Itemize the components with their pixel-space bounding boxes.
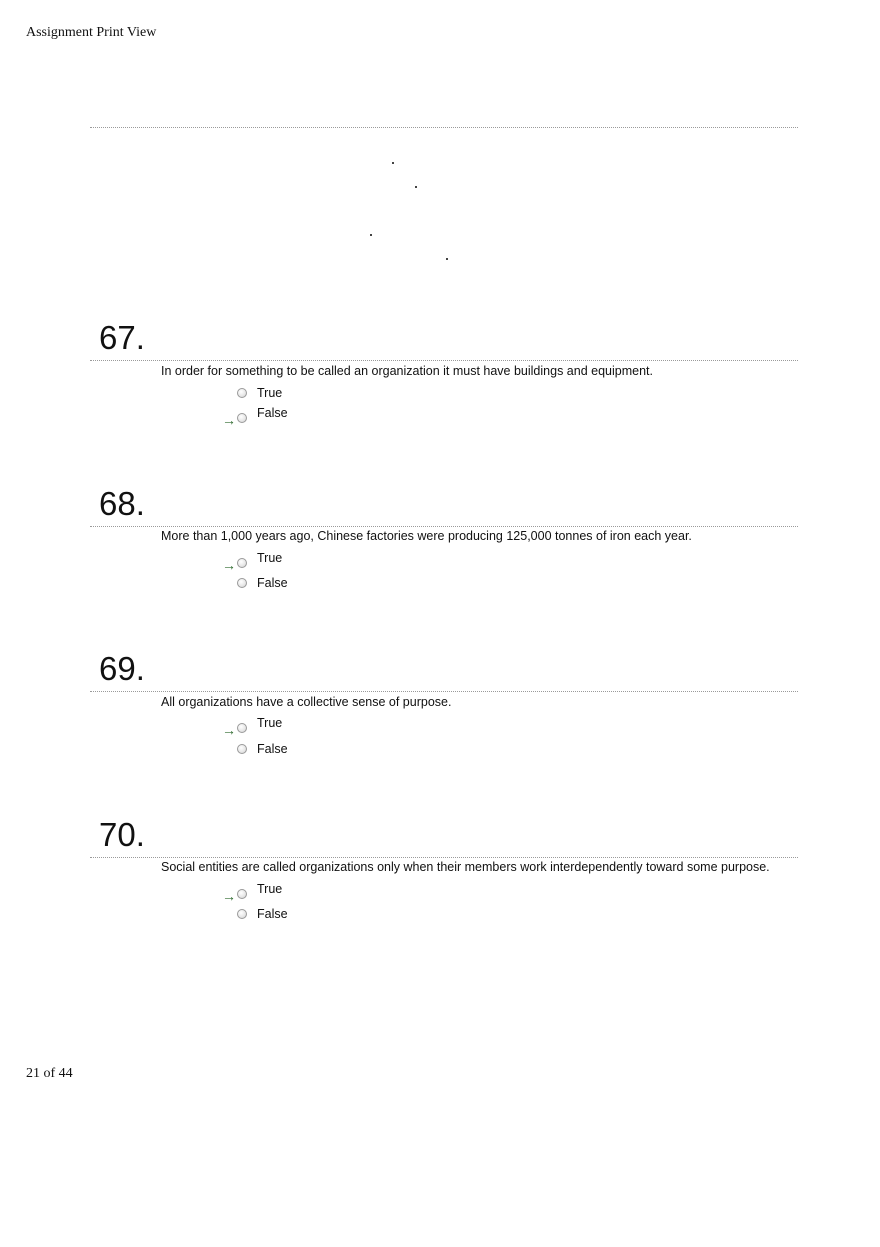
option-false[interactable] bbox=[222, 742, 342, 760]
option-false[interactable] bbox=[222, 406, 342, 428]
option-label: False bbox=[257, 576, 288, 590]
stray-dot bbox=[392, 162, 394, 164]
radio-button-icon[interactable] bbox=[237, 723, 247, 733]
question-number: 70. bbox=[99, 816, 145, 853]
question-divider bbox=[90, 857, 798, 858]
option-label: True bbox=[257, 551, 283, 565]
question-text: Social entities are called organizations only when their members work interdependently toward some purpose. bbox=[161, 860, 770, 874]
correct-answer-arrow-icon: → bbox=[222, 412, 236, 428]
correct-answer-arrow-icon: → bbox=[222, 888, 236, 904]
question-divider bbox=[90, 526, 798, 527]
question-divider bbox=[90, 691, 798, 692]
radio-button-icon[interactable] bbox=[237, 558, 247, 568]
radio-button-icon[interactable] bbox=[237, 388, 247, 398]
radio-button-icon[interactable] bbox=[237, 909, 247, 919]
section-divider bbox=[90, 127, 798, 128]
option-true[interactable] bbox=[222, 551, 342, 573]
option-true[interactable] bbox=[222, 716, 342, 738]
option-label: False bbox=[257, 742, 288, 756]
option-true[interactable] bbox=[222, 882, 342, 904]
stray-dot bbox=[370, 234, 372, 236]
option-true[interactable] bbox=[222, 386, 342, 404]
stray-dot bbox=[446, 258, 448, 260]
correct-answer-arrow-icon: → bbox=[222, 722, 236, 738]
question-divider bbox=[90, 360, 798, 361]
option-false[interactable] bbox=[222, 576, 342, 594]
radio-button-icon[interactable] bbox=[237, 578, 247, 588]
radio-button-icon[interactable] bbox=[237, 744, 247, 754]
question-number: 69. bbox=[99, 650, 145, 687]
page-header-title: Assignment Print View bbox=[26, 25, 157, 40]
option-false[interactable] bbox=[222, 907, 342, 925]
page-indicator: 21 of 44 bbox=[26, 1066, 73, 1081]
radio-button-icon[interactable] bbox=[237, 413, 247, 423]
correct-answer-arrow-icon: → bbox=[222, 557, 236, 573]
question-text: In order for something to be called an organization it must have buildings and equipment. bbox=[161, 364, 653, 378]
question-text: More than 1,000 years ago, Chinese factories were producing 125,000 tonnes of iron each year. bbox=[161, 529, 692, 543]
option-label: False bbox=[257, 406, 288, 420]
option-label: True bbox=[257, 882, 283, 896]
option-label: True bbox=[257, 716, 283, 730]
stray-dot bbox=[415, 186, 417, 188]
question-number: 67. bbox=[99, 319, 145, 356]
question-text: All organizations have a collective sense of purpose. bbox=[161, 695, 452, 709]
option-label: False bbox=[257, 907, 288, 921]
radio-button-icon[interactable] bbox=[237, 889, 247, 899]
option-label: True bbox=[257, 386, 283, 400]
question-number: 68. bbox=[99, 485, 145, 522]
